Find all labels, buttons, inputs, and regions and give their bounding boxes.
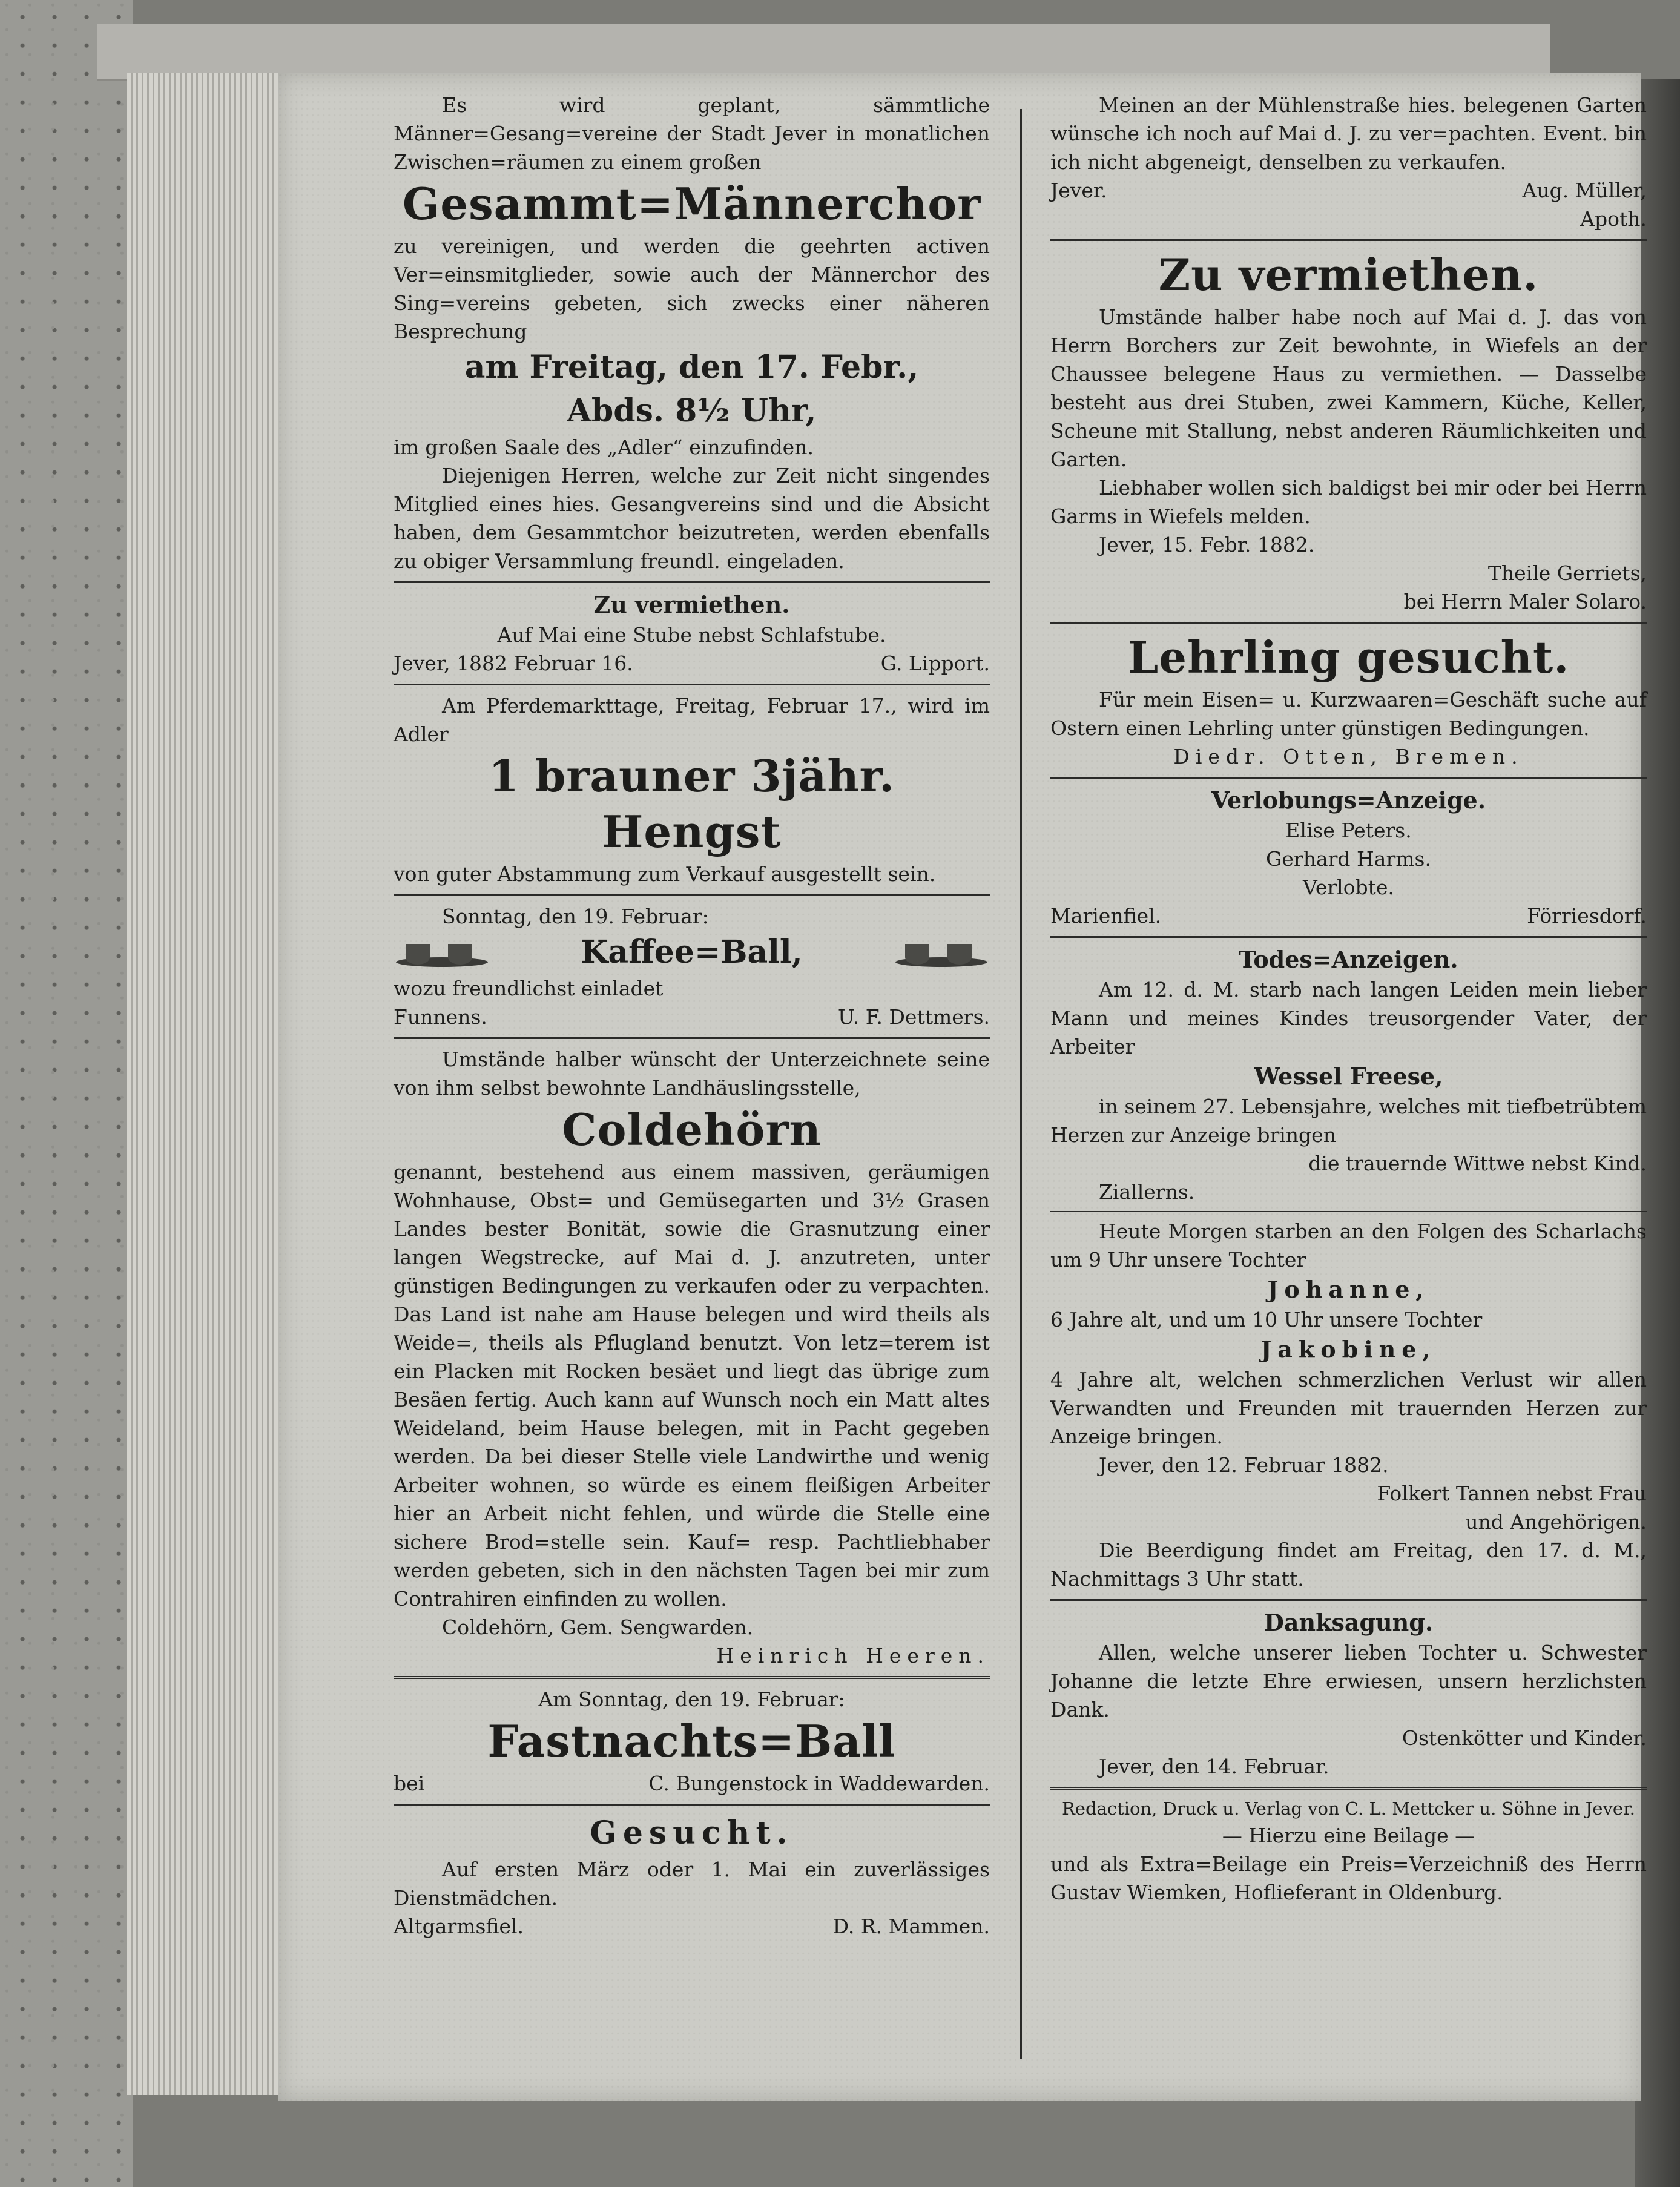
- vermiethen-left-title: Zu vermiethen.: [593, 591, 790, 618]
- ad-gesucht: [394, 1812, 990, 1941]
- gesucht-signer: D. R. Mammen.: [832, 1915, 990, 1938]
- vermiethen-right-text: Umstände halber habe noch auf Mai d. J. das von Herrn Borchers zur Zeit bewohnte, in Wiefels an der Chaussee belegene Haus zu vermiethen. — Dasselbe besteht aus drei Stuben, zwei Kammern, Küche, Keller, Scheune mit Stallung, nebst anderen Räumlichkeiten und Garten.: [1050, 305, 1647, 471]
- todes-title: Todes=Anzeigen.: [1239, 946, 1458, 973]
- left-column: [394, 91, 990, 1941]
- coldehoern-title: Coldehörn: [562, 1104, 822, 1155]
- verlobung-place2: Förriesdorf.: [1527, 904, 1647, 928]
- kinder-text: Heute Morgen starben an den Folgen des Scharlachs um 9 Uhr unsere Tochter: [1050, 1219, 1647, 1272]
- impressum: [1050, 1796, 1647, 1907]
- verlobung-name1: Elise Peters.: [1285, 819, 1412, 842]
- kaffeeball-title: Kaffee=Ball,: [581, 934, 803, 971]
- vermiethen-right-place-date: Jever, 15. Febr. 1882.: [1099, 533, 1315, 556]
- garten-signer: Aug. Müller,: [1522, 179, 1647, 202]
- verlobung-title: Verlobungs=Anzeige.: [1211, 787, 1486, 814]
- ad-verlobung: [1050, 785, 1647, 930]
- todes-signer: die trauernde Wittwe nebst Kind.: [1308, 1152, 1647, 1175]
- maennerchor-place: im großen Saale des „Adler“ einzufinden.: [394, 435, 814, 459]
- ad-fastnacht: [394, 1685, 990, 1798]
- ad-coldehoern: [394, 1045, 990, 1670]
- separator: [1050, 239, 1647, 241]
- impressum-text: Redaction, Druck u. Verlag von C. L. Mettcker u. Söhne in Jever.: [1061, 1798, 1635, 1819]
- kaffeeball-invite: wozu freundlichst einladet: [394, 977, 664, 1000]
- separator: [394, 1037, 990, 1039]
- coffee-cups-ornament-icon: [893, 935, 990, 969]
- kaffeeball-signer: U. F. Dettmers.: [837, 1005, 990, 1029]
- ad-kinder: [1050, 1217, 1647, 1593]
- gesucht-title: Gesucht.: [590, 1815, 794, 1852]
- right-column: [1050, 91, 1647, 1907]
- garten-text: Meinen an der Mühlenstraße hies. belegenen Garten wünsche ich noch auf Mai d. J. zu ver=pachten. Event. bin ich nicht abgeneigt, denselben zu verkaufen.: [1050, 93, 1647, 174]
- garten-signer2: Apoth.: [1580, 207, 1647, 231]
- hengst-title: 1 brauner 3jähr. Hengst: [488, 750, 895, 857]
- todes-text: Am 12. d. M. starb nach langen Leiden mein lieber Mann und meines Kindes treusorgender Vater, der Arbeiter: [1050, 978, 1647, 1058]
- separator: [1050, 622, 1647, 624]
- fastnacht-host: C. Bungenstock in Waddewarden.: [648, 1772, 990, 1795]
- vermiethen-right-signer2: bei Herrn Maler Solaro.: [1403, 590, 1647, 613]
- ad-lehrling: [1050, 630, 1647, 771]
- ad-vermiethen-right: [1050, 247, 1647, 616]
- verlobung-name2: Gerhard Harms.: [1266, 847, 1431, 871]
- ad-garten: [1050, 91, 1647, 233]
- coldehoern-signer: Heinrich Heeren.: [716, 1644, 990, 1667]
- ad-todes: [1050, 944, 1647, 1206]
- ad-vermiethen-left: [394, 589, 990, 678]
- ad-maennerchor: [394, 91, 990, 575]
- verlobung-place1: Marienfiel.: [1050, 904, 1162, 928]
- coldehoern-text: genannt, bestehend aus einem massiven, geräumigen Wohnhause, Obst= und Gemüsegarten und 3½ Grasen Landes bester Bonität, sowie die Grasnutzung einer langen Wegstrecke, auf Mai d. J. anzutreten, unter günstigen Bedingungen zu verkaufen oder zu verpachten. Das Land ist nahe am Hause belegen und wird theils als Weide=, theils als Pflugland benutzt. Von letz=terem ist ein Placken mit Rocken besäet und liegt das übrige zum Besäen fertig. Auch kann auf Wunsch noch ein Matt altes Weideland, beim Hause belegen, mit in Pacht gegeben werden. Da bei dieser Stelle viele Landwirthe und wenig Arbeiter wohnen, so würde es einem fleißigen Arbeiter hier an Arbeit nicht fehlen, und würde die Stelle eine sichere Brod=stelle sein. Kauf= resp. Pachtliebhaber werden gebeten, sich in den nächsten Tagen bei mir zum Contrahiren einfinden zu wollen.: [394, 1160, 990, 1611]
- kinder-name1: Johanne,: [1267, 1276, 1430, 1303]
- separator: [394, 894, 990, 896]
- vermiethen-right-signer: Theile Gerriets,: [1487, 561, 1647, 585]
- separator: [1050, 777, 1647, 779]
- danksagung-title: Danksagung.: [1263, 1609, 1434, 1636]
- vermiethen-left-signer: G. Lipport.: [880, 651, 990, 675]
- separator: [394, 1676, 990, 1679]
- kinder-text2: 6 Jahre alt, und um 10 Uhr unsere Tochter: [1050, 1308, 1483, 1331]
- kinder-signer2: und Angehörigen.: [1465, 1510, 1647, 1534]
- todes-name: Wessel Freese,: [1254, 1063, 1443, 1090]
- coldehoern-intro: Umstände halber wünscht der Unterzeichnete seine von ihm selbst bewohnte Landhäuslingsstelle,: [394, 1047, 990, 1100]
- kaffeeball-place: Funnens.: [394, 1005, 487, 1029]
- ad-danksagung: [1050, 1607, 1647, 1781]
- kinder-signer: Folkert Tannen nebst Frau: [1377, 1482, 1647, 1505]
- danksagung-text: Allen, welche unserer lieben Tochter u. Schwester Johanne die letzte Ehre erwiesen, unsern herzlichsten Dank.: [1050, 1641, 1647, 1721]
- separator: [394, 581, 990, 583]
- maennerchor-title: Gesammt=Männerchor: [402, 178, 981, 229]
- todes-text2: in seinem 27. Lebensjahre, welches mit tiefbetrübtem Herzen zur Anzeige bringen: [1050, 1095, 1647, 1147]
- impressum-beilage: — Hierzu eine Beilage —: [1222, 1824, 1475, 1847]
- fastnacht-bei: bei: [394, 1772, 425, 1795]
- kaffeeball-date: Sonntag, den 19. Februar:: [442, 905, 709, 928]
- kinder-name2: Jakobine,: [1260, 1336, 1437, 1363]
- separator: [1050, 1599, 1647, 1601]
- column-divider: [1020, 109, 1022, 2059]
- book-cover-left: [0, 0, 133, 2187]
- kinder-place-date: Jever, den 12. Februar 1882.: [1099, 1453, 1389, 1477]
- hengst-text: von guter Abstammung zum Verkauf ausgestellt sein.: [394, 862, 936, 886]
- gesucht-text: Auf ersten März oder 1. Mai ein zuverlässiges Dienstmädchen.: [394, 1858, 990, 1910]
- separator: [1050, 936, 1647, 938]
- fastnacht-title: Fastnachts=Ball: [487, 1715, 896, 1767]
- coldehoern-place: Coldehörn, Gem. Sengwarden.: [442, 1615, 754, 1639]
- danksagung-signer: Ostenkötter und Kinder.: [1402, 1726, 1647, 1750]
- separator: [1050, 1787, 1647, 1790]
- gesucht-place: Altgarmsfiel.: [394, 1915, 524, 1938]
- verlobung-status: Verlobte.: [1303, 876, 1394, 899]
- lehrling-title: Lehrling gesucht.: [1127, 632, 1570, 683]
- vermiethen-left-place-date: Jever, 1882 Februar 16.: [394, 651, 633, 675]
- maennerchor-time: Abds. 8½ Uhr,: [567, 392, 817, 429]
- fastnacht-date: Am Sonntag, den 19. Februar:: [538, 1687, 845, 1711]
- todes-place: Ziallerns.: [1099, 1180, 1195, 1204]
- vermiethen-left-text: Auf Mai eine Stube nebst Schlafstube.: [497, 623, 886, 647]
- garten-place: Jever.: [1050, 179, 1107, 202]
- maennerchor-text2: Diejenigen Herren, welche zur Zeit nicht singendes Mitglied eines hies. Gesangvereins sind und die Absicht haben, dem Gesammtchor beizutreten, werden ebenfalls zu obiger Versammlung freundl. eingeladen.: [394, 464, 990, 573]
- impressum-extra: und als Extra=Beilage ein Preis=Verzeichniß des Herrn Gustav Wiemken, Hoflieferant in Oldenburg.: [1050, 1852, 1647, 1904]
- hengst-intro: Am Pferdemarkttage, Freitag, Februar 17., wird im Adler: [394, 694, 990, 746]
- newspaper-page: [278, 73, 1647, 2101]
- lehrling-signer: Diedr. Otten, Bremen.: [1173, 745, 1524, 768]
- maennerchor-intro: Es wird geplant, sämmtliche Männer=Gesang=vereine der Stadt Jever in monatlichen Zwischen=räumen zu einem großen: [394, 93, 990, 174]
- danksagung-place-date: Jever, den 14. Februar.: [1099, 1755, 1329, 1778]
- kinder-text3: 4 Jahre alt, welchen schmerzlichen Verlust wir allen Verwandten und Freunden mit trauernden Herzen zur Anzeige bringen.: [1050, 1368, 1647, 1448]
- page-edges: [127, 73, 286, 2095]
- ad-hengst: [394, 691, 990, 888]
- separator: [1050, 1211, 1647, 1212]
- separator: [394, 1804, 990, 1806]
- ad-kaffeeball: [394, 902, 990, 1031]
- coffee-cups-ornament-icon: [394, 935, 490, 969]
- vermiethen-right-title: Zu vermiethen.: [1158, 249, 1539, 300]
- maennerchor-text: zu vereinigen, und werden die geehrten activen Ver=einsmitglieder, sowie auch der Männerchor des Sing=vereins gebeten, sich zwecks einer näheren Besprechung: [394, 234, 990, 343]
- maennerchor-date: am Freitag, den 17. Febr.,: [464, 349, 919, 386]
- separator: [394, 684, 990, 685]
- kinder-funeral: Die Beerdigung findet am Freitag, den 17. d. M., Nachmittags 3 Uhr statt.: [1050, 1539, 1647, 1591]
- vermiethen-right-text2: Liebhaber wollen sich baldigst bei mir oder bei Herrn Garms in Wiefels melden.: [1050, 476, 1647, 528]
- lehrling-text: Für mein Eisen= u. Kurzwaaren=Geschäft suche auf Ostern einen Lehrling unter günstigen Bedingungen.: [1050, 688, 1647, 740]
